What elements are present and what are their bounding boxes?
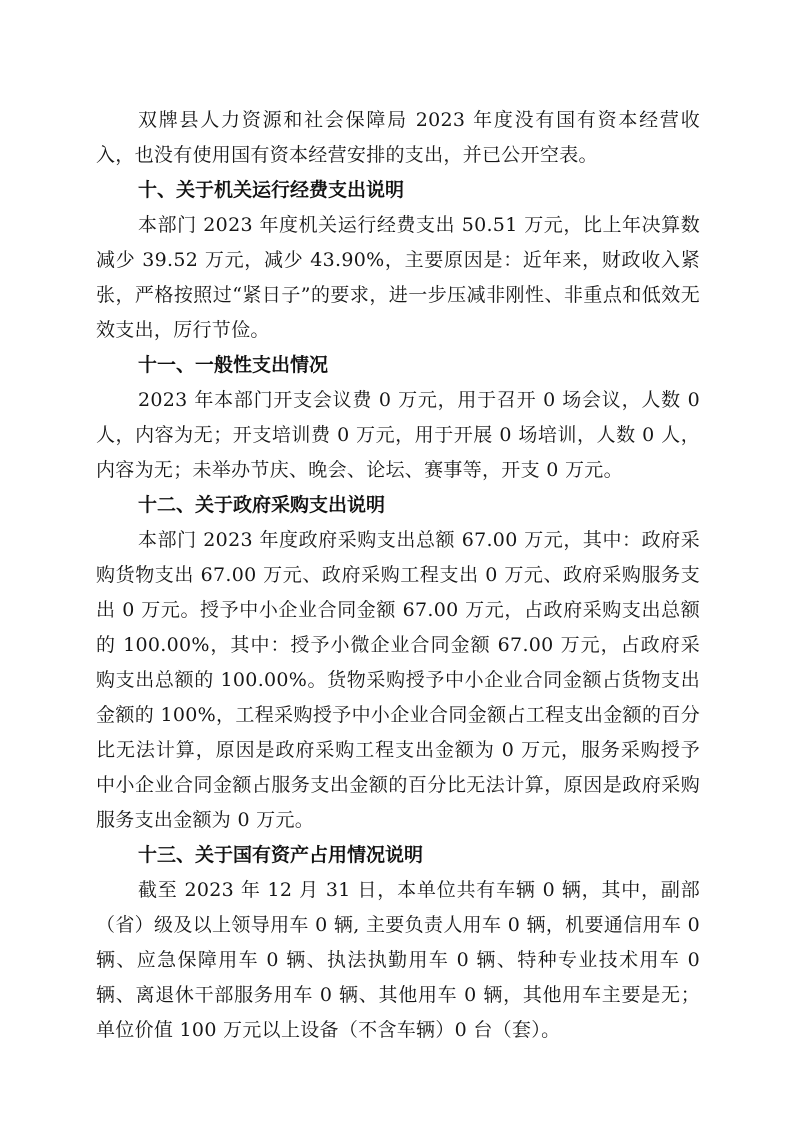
section-12-paragraph-government-procurement: 本部门 2023 年度政府采购支出总额 67.00 万元，其中：政府采购货物支出 67.00 万元、政府采购工程支出 0 万元、政府采购服务支出 0 万元。授予中小企业合同金额 67.00 万元，占政府采购支出总额的 100.00%，其中：授予小微企业合同金额 67.00 万元，占政府采购支出总额的 100.00%。货物采购授予中小企业合同金额占货物支出金额的 100%，工程采购授予中小企业合同金额占工程支出金额的百分比无法计算，原因是政府采购工程支出金额为 0 万元，服务采购授予中小企业合同金额占服务支出金额的百分比无法计算，原因是政府采购服务支出金额为 0 万元。 (96, 529, 700, 831)
intro-paragraph-state-capital: 双牌县人力资源和社会保障局 2023 年度没有国有资本经营收入，也没有使用国有资本经营安排的支出，并已公开空表。 (96, 109, 700, 166)
section-12-heading-government-procurement: 十二、关于政府采购支出说明 (138, 494, 386, 516)
document-body (96, 103, 700, 1048)
section-10-heading-operating-expenses: 十、关于机关运行经费支出说明 (138, 179, 405, 201)
section-13-paragraph-state-assets: 截至 2023 年 12 月 31 日，本单位共有车辆 0 辆，其中，副部（省）级及以上领导用车 0 辆, 主要负责人用车 0 辆，机要通信用车 0 辆、应急保障用车 0 辆、执法执勤用车 0 辆、特种专业技术用车 0 辆、离退休干部服务用车 0 辆、其他用车 0 辆，其他用车主要是无；单位价值 100 万元以上设备（不含车辆）0 台（套）。 (96, 879, 700, 1041)
section-13-heading-state-assets: 十三、关于国有资产占用情况说明 (138, 844, 424, 866)
section-10-paragraph-operating-expenses: 本部门 2023 年度机关运行经费支出 50.51 万元，比上年决算数减少 39.52 万元，减少 43.90%，主要原因是：近年来，财政收入紧张，严格按照过“紧日子”的要求，进一步压减非刚性、非重点和低效无效支出，厉行节俭。 (96, 214, 700, 341)
section-11-heading-general-expenditure: 十一、一般性支出情况 (138, 354, 329, 376)
section-11-paragraph-general-expenditure: 2023 年本部门开支会议费 0 万元，用于召开 0 场会议，人数 0 人，内容为无；开支培训费 0 万元，用于开展 0 场培训，人数 0 人，内容为无；未举办节庆、晚会、论坛、赛事等，开支 0 万元。 (96, 389, 700, 481)
